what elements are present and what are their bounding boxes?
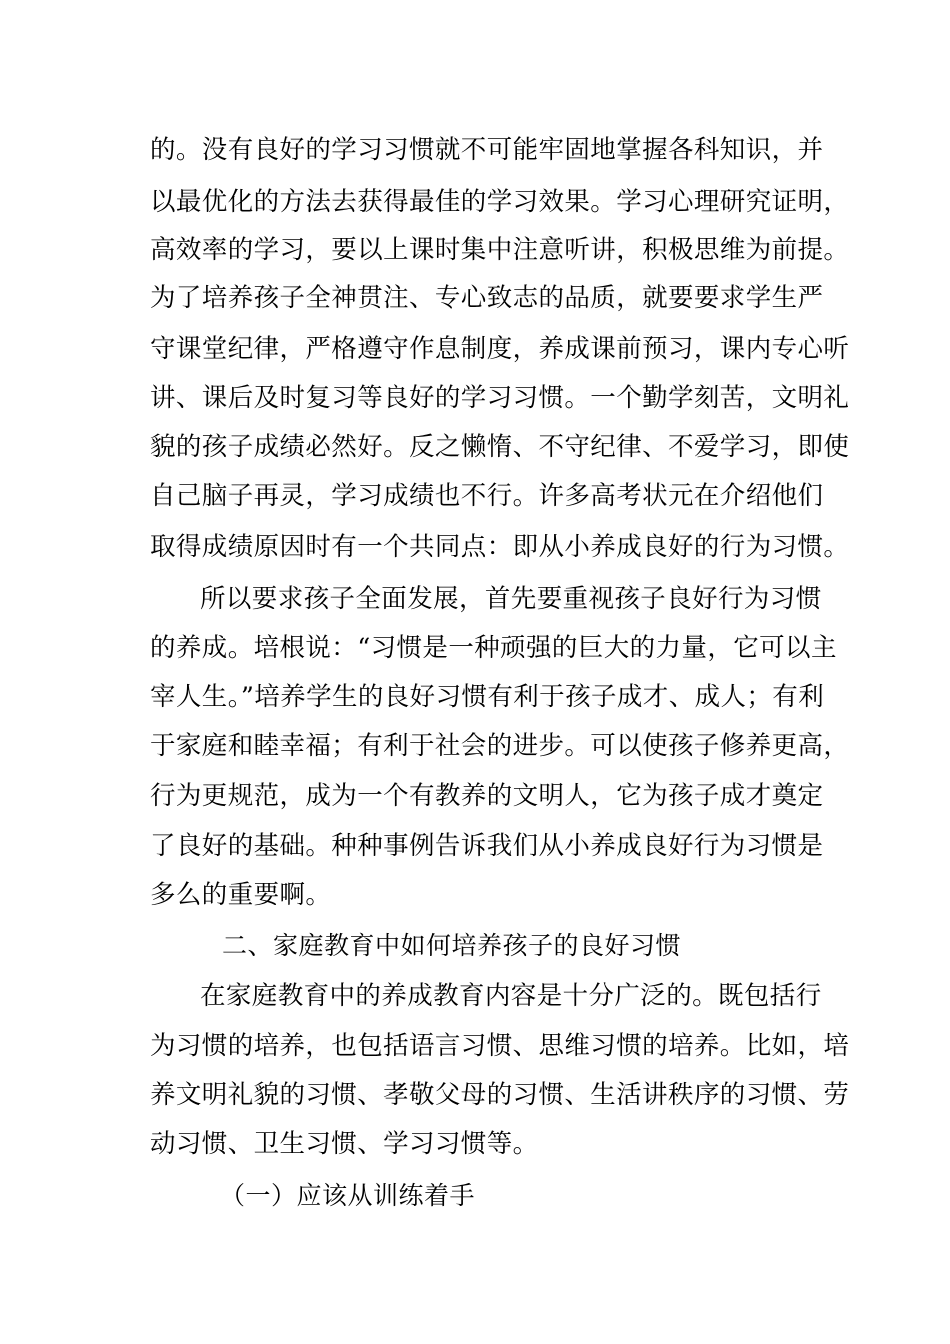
subsection-heading: （一）应该从训练着手 bbox=[220, 1181, 476, 1210]
text-line: 宰人生。”培养学生的良好习惯有利于孩子成才、成人；有利 bbox=[150, 682, 825, 712]
text-line: 为了培养孩子全神贯注、专心致志的品质，就要要求学生严 bbox=[150, 283, 824, 313]
text-line: 为习惯的培养，也包括语言习惯、思维习惯的培养。比如，培 bbox=[150, 1031, 850, 1061]
text-line: 的。没有良好的学习习惯就不可能牢固地掌握各科知识，并 bbox=[150, 135, 824, 165]
text-line: 动习惯、卫生习惯、学习习惯等。 bbox=[150, 1129, 539, 1159]
text-line: 取得成绩原因时有一个共同点：即从小养成良好的行为习惯。 bbox=[150, 532, 850, 562]
text-line: 貌的孩子成绩必然好。反之懒惰、不守纪律、不爱学习，即使 bbox=[150, 432, 850, 462]
text-line: 以最优化的方法去获得最佳的学习效果。学习心理研究证明， bbox=[150, 187, 850, 217]
text-line: 在家庭教育中的养成教育内容是十分广泛的。既包括行 bbox=[200, 981, 822, 1011]
text-line: 了良好的基础。种种事例告诉我们从小养成良好行为习惯是 bbox=[150, 831, 824, 861]
text-line: 所以要求孩子全面发展，首先要重视孩子良好行为习惯 bbox=[200, 584, 822, 614]
text-line: 自己脑子再灵，学习成绩也不行。许多高考状元在介绍他们 bbox=[150, 481, 824, 511]
section-heading: 二、家庭教育中如何培养孩子的良好习惯 bbox=[222, 931, 682, 960]
text-line: 于家庭和睦幸福；有利于社会的进步。可以使孩子修养更高， bbox=[150, 731, 850, 761]
text-line: 的养成。培根说：“习惯是一种顽强的巨大的力量，它可以主 bbox=[150, 633, 837, 663]
text-line: 守课堂纪律，严格遵守作息制度，养成课前预习，课内专心听 bbox=[150, 334, 850, 364]
text-line: 养文明礼貌的习惯、孝敬父母的习惯、生活讲秩序的习惯、劳 bbox=[150, 1080, 850, 1110]
text-line: 多么的重要啊。 bbox=[150, 880, 332, 910]
text-line: 高效率的学习，要以上课时集中注意听讲，积极思维为前提。 bbox=[150, 235, 850, 265]
text-line: 行为更规范，成为一个有教养的文明人，它为孩子成才奠定 bbox=[150, 781, 824, 811]
text-line: 讲、课后及时复习等良好的学习习惯。一个勤学刻苦，文明礼 bbox=[150, 383, 850, 413]
